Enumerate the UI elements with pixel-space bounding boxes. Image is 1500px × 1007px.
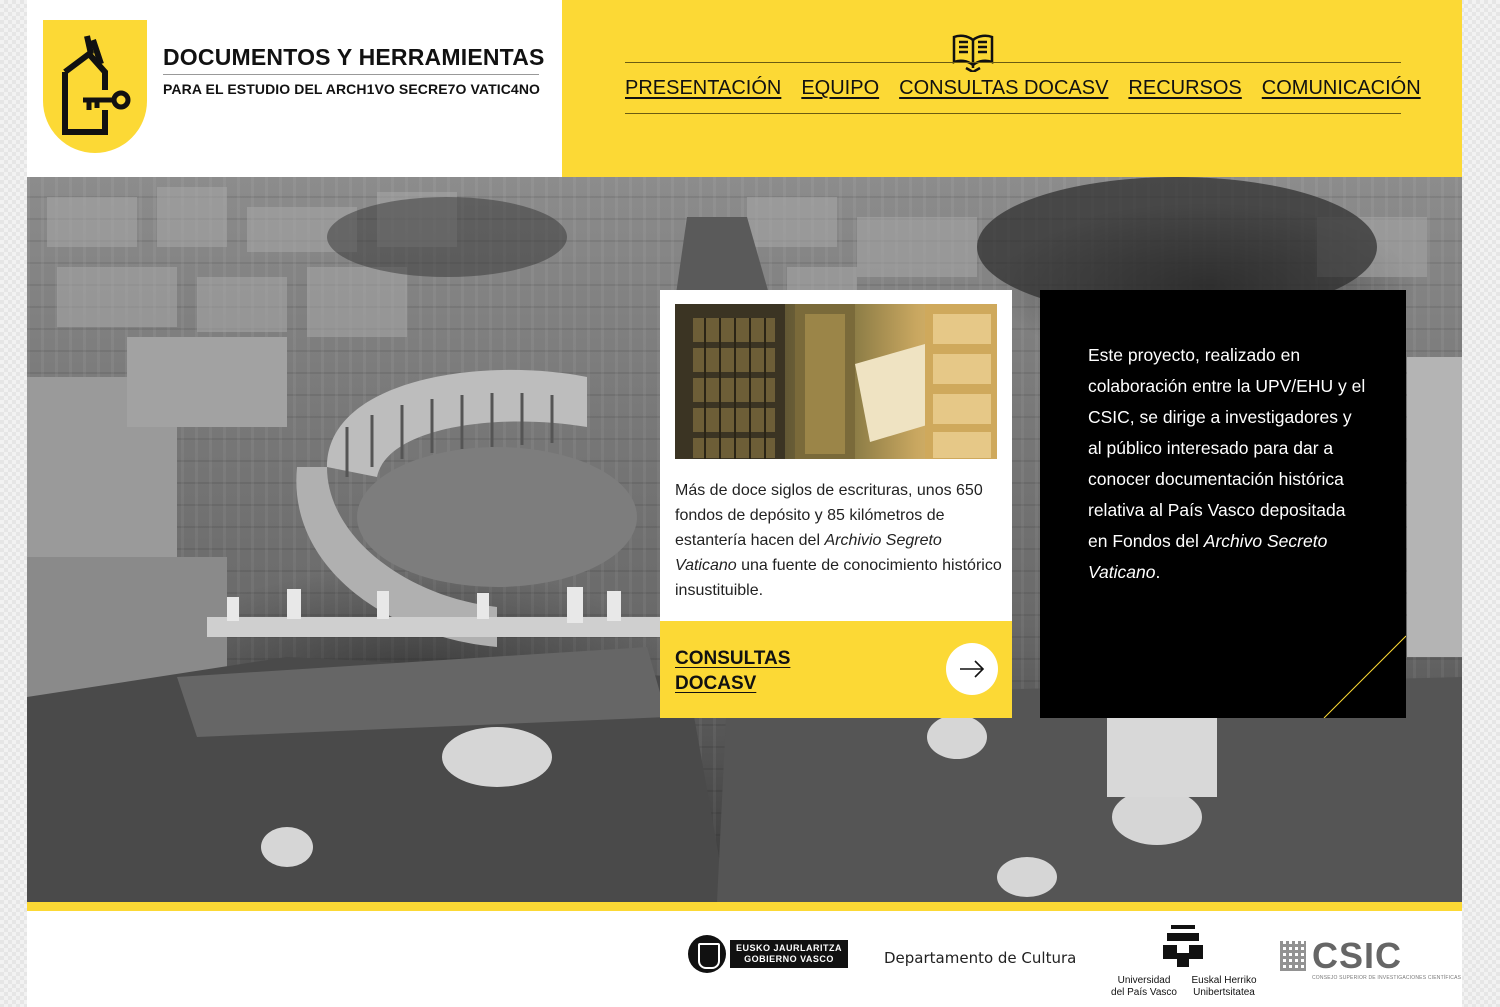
coat-of-arms-icon [688, 935, 726, 973]
project-text-end: . [1155, 562, 1161, 582]
footer-logos [27, 911, 1462, 1007]
csic-wordmark: CSIC [1312, 935, 1403, 976]
nav-rule-bottom [625, 113, 1401, 114]
nav-comunicacion[interactable]: COMUNICACIÓN [1261, 77, 1421, 99]
nav-equipo[interactable]: EQUIPO [801, 77, 880, 99]
nav-rule-top [625, 62, 1401, 63]
consultas-docasv-cta[interactable] [660, 621, 1012, 718]
cta-line2[interactable]: DOCASV [675, 673, 757, 694]
title-divider [163, 74, 539, 75]
upv-es-name [1105, 975, 1183, 999]
upv-eu-line1: Euskal Herriko [1191, 975, 1257, 986]
brand-header [27, 0, 562, 177]
upv-eu-line2: Unibertsitatea [1193, 987, 1255, 998]
csic-logo[interactable] [1280, 935, 1462, 985]
nav-header [562, 0, 1462, 177]
nav-consultas-docasv[interactable]: CONSULTAS DOCASV [899, 77, 1109, 99]
upv-eu-name [1185, 975, 1263, 999]
archive-card [660, 290, 1012, 718]
cta-line1[interactable]: CONSULTAS [675, 648, 791, 669]
archive-text-end: una fuente de conocimiento histórico insustituible. [675, 557, 1002, 599]
nav-recursos[interactable]: RECURSOS [1128, 77, 1242, 99]
site-logo[interactable] [43, 20, 147, 153]
project-info-box [1040, 290, 1406, 718]
departamento-cultura-logo[interactable]: Departamento de Cultura [884, 949, 1077, 967]
archive-name: Archivio Segreto Vaticano [675, 532, 942, 574]
eusko-jaurlaritza-logo[interactable] [688, 935, 848, 973]
eusko-jaurlaritza-wordmark [730, 940, 848, 968]
ej-line2: GOBIERNO VASCO [744, 954, 834, 964]
csic-grid-icon [1280, 941, 1306, 971]
main-nav [625, 77, 1421, 100]
page [27, 0, 1462, 1007]
hero-vatican-photo [27, 177, 1462, 902]
site-title: DOCUMENTOS Y HERRAMIENTAS [163, 44, 545, 70]
upv-ehu-mark-icon [1153, 923, 1213, 969]
cta-label[interactable] [675, 646, 835, 696]
ej-line1: EUSKO JAURLARITZA [736, 943, 843, 953]
arrow-right-icon [959, 660, 985, 678]
archive-shelves-photo [675, 304, 997, 459]
archive-text-start: Más de doce siglos de escrituras, unos 650 fondos de depósito y 85 kilómetros de estantería hacen del [675, 482, 983, 549]
open-book-icon [950, 32, 996, 72]
upv-es-line2: del País Vasco [1111, 987, 1177, 998]
footer-accent-bar [27, 902, 1462, 911]
project-text-start: Este proyecto, realizado en colaboración entre la UPV/EHU y el CSIC, se dirige a investigadores y al público interesado para dar a conocer documentación histórica relativa al País Vasco depositada en Fondos del [1088, 345, 1366, 551]
decorative-corner-line [1040, 290, 1406, 718]
upv-ehu-logo[interactable] [1105, 923, 1265, 1003]
cta-arrow-button[interactable] [946, 643, 998, 695]
archive-shelves-illustration [675, 304, 997, 459]
site-subtitle: PARA EL ESTUDIO DEL ARCH1VO SECRE7O VATIC4NO [163, 81, 541, 97]
csic-fullname: CONSEJO SUPERIOR DE INVESTIGACIONES CIENTÍFICAS [1312, 975, 1462, 981]
nav-presentacion[interactable]: PRESENTACIÓN [625, 77, 782, 99]
archive-description [675, 478, 1005, 603]
upv-es-line1: Universidad [1117, 975, 1171, 986]
project-archive-name: Archivo Secreto Vaticano [1088, 531, 1328, 582]
book-key-icon [57, 32, 133, 142]
